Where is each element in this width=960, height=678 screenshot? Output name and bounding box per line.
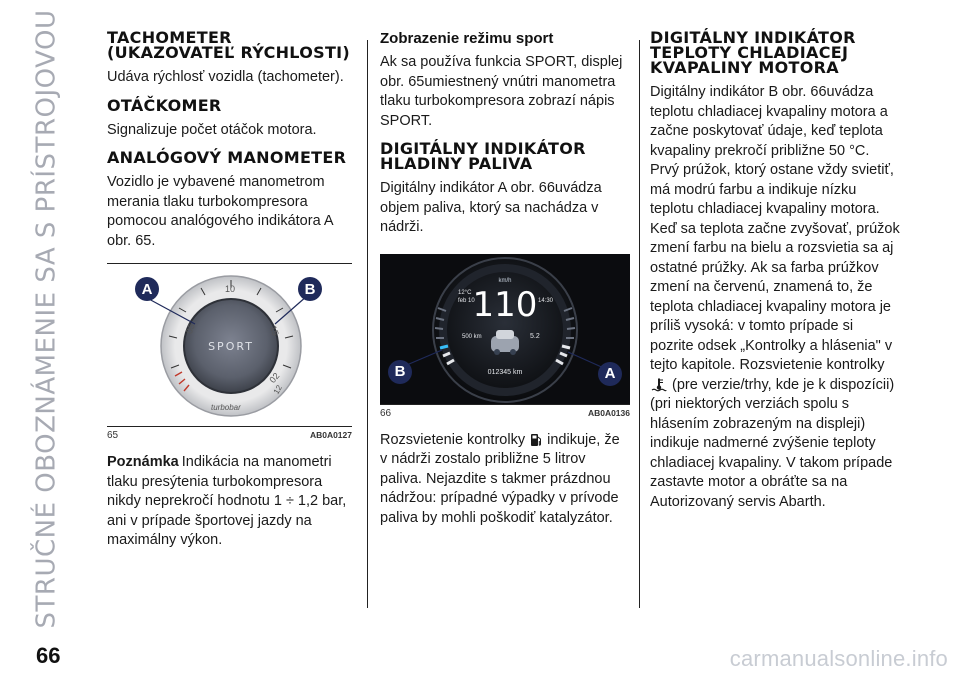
- column-2: [380, 30, 630, 538]
- column-divider: [639, 40, 640, 608]
- heading-analog-manometer: ANALÓGOVÝ MANOMETER: [107, 148, 347, 167]
- fuel-pump-icon: [530, 433, 542, 447]
- column-1: [107, 30, 352, 561]
- text-tachometer: Udáva rýchlosť vozidla (tachometer).: [107, 69, 344, 85]
- watermark-text: carmanualsonline.info: [729, 646, 948, 671]
- figure-65-caption: [107, 427, 352, 441]
- tick-label-02: 02: [267, 370, 282, 385]
- dashboard-svg: [380, 254, 630, 404]
- figure-66-code: AB0A0136: [587, 407, 630, 418]
- gauge-callout-b: B: [298, 277, 322, 301]
- dash-range: 500 km: [462, 333, 482, 340]
- text-fuel-warning-part2: indikuje, že v nádrži zostalo približne 5 litrov paliva. Nejazdite s takmer prázdnou nádržou: prípadné výpadky v prívode paliva by mohli poškodiť katalyzátor.: [380, 431, 620, 526]
- dash-odometer: 012345 km: [487, 368, 523, 376]
- tick-label-05: 05: [183, 322, 197, 336]
- gauge-sport-text: SPORT: [208, 340, 254, 353]
- tick-label-12: 12: [271, 383, 284, 396]
- dash-time: 14:30: [538, 297, 554, 304]
- figure-65-number: 65: [107, 430, 119, 441]
- text-coolant-part2: (pre verzie/trhy, kde je k dispozícii) (pri niektorých verziách spolu s hlásením zobrazeným na displeji) indikuje nadmerné zvýšenie teploty chladiacej kvapaliny. V takom prípade zastavte motor a obráťte sa na Autorizovaný servis Abarth.: [650, 376, 895, 510]
- chapter-side-title: [26, 9, 66, 629]
- heading-sport-mode: Zobrazenie režimu sport: [380, 30, 554, 47]
- heading-coolant-indicator: DIGITÁLNY INDIKÁTOR TEPLOTY CHLADIACEJ KVAPALINY MOTORA: [650, 28, 856, 77]
- text-fuel-indicator: Digitálny indikátor A obr. 66uvádza objem paliva, ktorý sa nachádza v nádrži.: [380, 180, 602, 235]
- text-analog-manometer: Vozidlo je vybavené manometrom merania tlaku turbokompresora pomocou analógového indikátora A obr. 65.: [107, 174, 333, 249]
- figure-66: [380, 254, 630, 419]
- figure-65-code: AB0A0127: [309, 430, 352, 440]
- note-label: Poznámka: [107, 454, 179, 470]
- text-sport-mode: Ak sa používa funkcia SPORT, displej obr. 65umiestnený vnútri manometra tlaku turbokompresora zobrazí nápis SPORT.: [380, 54, 623, 129]
- text-coolant-part1: Digitálny indikátor B obr. 66uvádza teplotu chladiacej kvapaliny motora a začne poskytovať údaje, keď teplota kvapaliny prekročí približne 50 °C. Prvý prúžok, ktorý ostane vždy svietiť, má modrú farbu a indikuje nízku teplotu chladiacej kvapaliny motora. Keď sa teplota začne zvyšovať, prúžok zmení farbu na bielu a rozsvietia sa aj ostatné prúžky. Ak sa farba prúžkov zmení na červenú, znamená to, že teplota chladiacej kvapaliny motora je príliš vysoká: v tomto prípade si pozrite odsek „Kontrolky a hlásenia" v tejto kapitole. Rozsvietenie kontrolky: [650, 84, 900, 373]
- page-number: 66: [36, 643, 61, 668]
- text-fuel-warning-part1: Rozsvietenie kontrolky: [380, 431, 526, 448]
- figure-65: [107, 263, 352, 441]
- note-text: Indikácia na manometri tlaku presýtenia turbokompresora nikdy neprekročí hodnotu 1 ÷ 1,2 bar, ani v prípade športovej jazdy na maximálny výkon.: [107, 454, 347, 548]
- chapter-side-title-text: STRUČNÉ OBOZNÁMENIE SA S PRÍSTROJOVOU: [31, 9, 61, 629]
- text-coolant: [650, 83, 900, 512]
- text-fuel-warning: [380, 431, 630, 529]
- coolant-temperature-icon: [651, 378, 667, 392]
- gauge-turbobar-text: turbobar: [211, 403, 241, 412]
- dash-unit: km/h: [498, 277, 512, 284]
- heading-tachometer: TACHOMETER (UKAZOVATEĽ RÝCHLOSTI): [107, 28, 351, 62]
- dash-callout-a: A: [598, 362, 622, 386]
- tick-label-10: 10: [225, 284, 236, 294]
- turbo-gauge-illustration: [107, 264, 352, 426]
- gauge-callout-a: A: [135, 277, 159, 301]
- dash-date: feb 10: [458, 297, 475, 304]
- dash-consumption: 5.2: [530, 332, 540, 340]
- text-otackomer: Signalizuje počet otáčok motora.: [107, 121, 317, 138]
- column-3: [650, 30, 900, 522]
- dash-callout-b: B: [388, 360, 412, 384]
- heading-fuel-indicator: DIGITÁLNY INDIKÁTOR HLADINY PALIVA: [380, 139, 586, 173]
- column-divider: [367, 40, 368, 608]
- dashboard-illustration: [380, 254, 630, 404]
- dash-speed: 110: [472, 284, 538, 325]
- figure-66-caption: [380, 405, 630, 419]
- dash-temp: 12°C: [458, 289, 472, 296]
- heading-otackomer: OTÁČKOMER: [107, 95, 222, 115]
- tick-label-15: 15: [267, 324, 281, 338]
- figure-66-number: 66: [380, 407, 392, 419]
- note-paragraph: [107, 453, 352, 551]
